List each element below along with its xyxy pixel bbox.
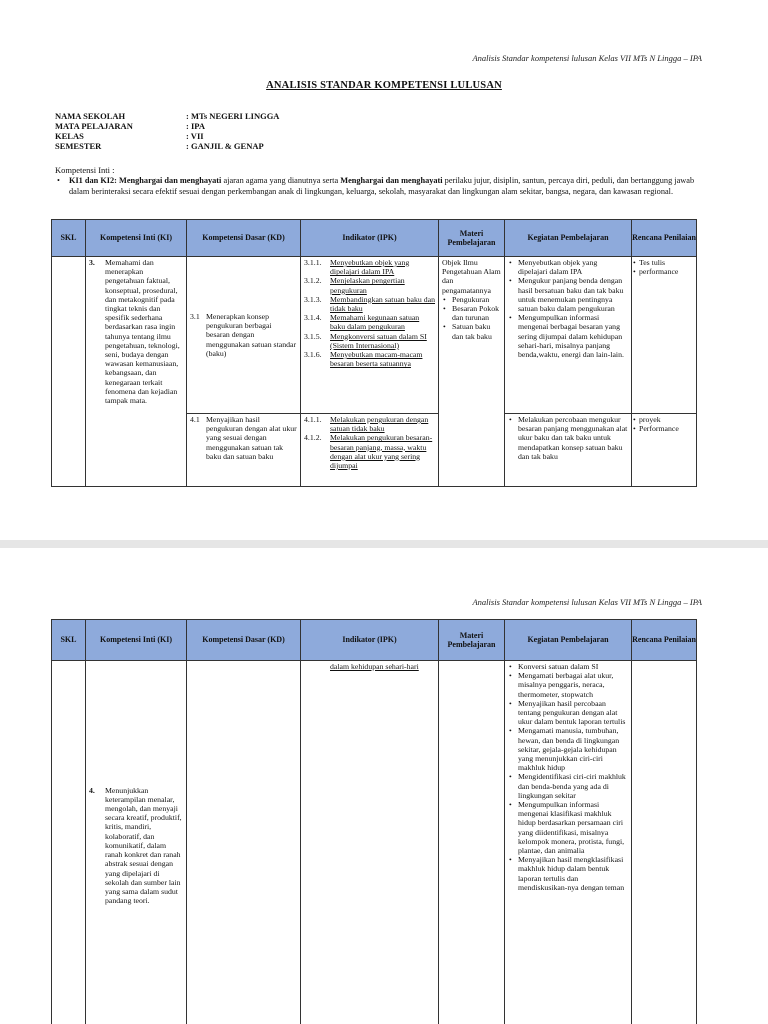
penilaian-item: • proyek	[635, 415, 693, 424]
info-key: NAMA SEKOLAH	[55, 111, 126, 121]
ki-lead: KI1 dan KI2:	[69, 176, 117, 185]
ipk-cell	[301, 661, 439, 1024]
indicator-row	[304, 313, 435, 331]
ipk-cell-2	[301, 414, 439, 487]
page-header: Analisis Standar kompetensi lulusan Kelas VII MTs N Lingga – IPA	[472, 53, 702, 63]
kd-entry	[190, 312, 297, 358]
indicator-row	[304, 276, 435, 294]
indicator-text: Membandingkan satuan baku dan tidak baku	[330, 294, 436, 314]
ki-number: 4.	[89, 785, 95, 795]
kd-number: 3.1	[190, 311, 200, 321]
info-key: KELAS	[55, 131, 84, 141]
header-ki: Kompetensi Inti (KI)	[86, 220, 187, 257]
penilaian-cell-2	[632, 414, 697, 487]
table-header-row	[52, 620, 697, 661]
kegiatan-item: • Menyajikan hasil mengklasifikasi makhluk hidup dalam bentuk laporan tertulis dan mendiskusikan-nya dengan teman	[508, 855, 628, 892]
kd-cell-1	[187, 257, 301, 414]
indicator-row	[304, 258, 435, 276]
header-skl: SKL	[52, 620, 86, 661]
kegiatan-list	[508, 415, 628, 461]
indicator-text: Menyebutkan objek yang dipelajari dalam IPA	[330, 258, 410, 277]
materi-cell	[439, 257, 505, 487]
table-row	[52, 661, 697, 1024]
kegiatan-list	[508, 662, 628, 892]
materi-item: • Besaran Pokok dan turunan	[442, 304, 501, 322]
skl-cell	[52, 661, 86, 1024]
indicator-number: 3.1.5.	[304, 331, 322, 341]
kd-cell-2	[187, 414, 301, 487]
ki-text-1: ajaran agama yang dianutnya serta	[223, 176, 339, 185]
indicator-number: 3.1.6.	[304, 350, 322, 360]
kegiatan-item: • Mengamati berbagai alat ukur, misalnya penggaris, neraca, thermometer, stopwatch	[508, 671, 628, 699]
kd-cell	[187, 661, 301, 1024]
kegiatan-item: • Menyebutkan objek yang dipelajari dalam IPA	[508, 258, 628, 276]
kegiatan-list	[508, 258, 628, 359]
materi-item: • Satuan baku dan tak baku	[442, 322, 501, 340]
table-row	[52, 257, 697, 414]
kegiatan-item: • Mengumpulkan informasi mengenai klasifikasi makhluk hidup berdasarkan persamaan ciri yang diidentifikasi, misalnya kelompok monera, protista, fungi, plantae, dan animalia	[508, 800, 628, 855]
info-value: : MTs NEGERI LINGGA	[186, 111, 280, 121]
kegiatan-cell-1	[505, 257, 632, 414]
header-materi: Materi Pembelajaran	[439, 620, 505, 661]
ki-paragraph	[55, 176, 707, 197]
materi-intro: Objek Ilmu Pengetahuan Alam dan pengamatannya	[442, 258, 501, 295]
kegiatan-item: • Melakukan percobaan mengukur besaran panjang menggunakan alat ukur baku dan tak baku untuk mendapatkan konsep satuan baku dan tak baku	[508, 415, 628, 461]
indicator-number: 3.1.4.	[304, 313, 322, 323]
ipk-continuation: dalam kehidupan sehari-hari	[330, 662, 419, 671]
indicator-number: 3.1.2.	[304, 276, 322, 286]
info-row-subject	[55, 121, 279, 131]
penilaian-list	[635, 415, 693, 433]
materi-item: • Pengukuran	[442, 295, 501, 304]
kd-entry	[190, 415, 297, 461]
header-ki: Kompetensi Inti (KI)	[86, 620, 187, 661]
ki-cell	[86, 257, 187, 487]
indicator-text: Menyebutkan macam-macam besaran beserta satuannya	[330, 350, 423, 369]
kegiatan-item: • Mengidentifikasi ciri-ciri makhluk dan benda-benda yang ada di lingkungan sekitar	[508, 772, 628, 800]
document-title: ANALISIS STANDAR KOMPETENSI LULUSAN	[266, 80, 502, 91]
indicator-number: 4.1.1.	[304, 415, 322, 424]
kegiatan-cell	[505, 661, 632, 1024]
info-row-school	[55, 111, 279, 121]
indicator-row	[304, 295, 435, 313]
indicator-row	[304, 433, 435, 470]
ki-label: Kompetensi Inti :	[55, 165, 115, 175]
table-header-row	[52, 220, 697, 257]
ki-emph-1: Menghargai dan menghayati	[119, 176, 222, 185]
indicator-text: Memahami kegunaan satuan baku dalam pengukuran	[330, 313, 420, 332]
header-ipk: Indikator (IPK)	[301, 220, 439, 257]
page-header: Analisis Standar kompetensi lulusan Kelas VII MTs N Lingga – IPA	[472, 597, 702, 607]
ki-text-2: perilaku jujur, disiplin, santun, percaya diri, peduli, dan bertanggung jawab dalam berinteraksi secara efektif sesuai dengan perkembangan anak di lingkungan, keluarga, sekolah, masyarakat dan lingkungan alam sekitar, bangsa, negara, dan kawasan regional.	[69, 176, 695, 196]
ki-text: Memahami dan menerapkan pengetahuan faktual, konseptual, prosedural, dan metakognitif pada tingkat teknis dan spesifik sederhana berdasarkan rasa ingin tahunya tentang ilmu pengetahuan, teknologi, seni, budaya dengan wawasan kemanusiaan, kebangsaan, dan kenegaraan terkait fenomena dan kejadian tampak mata.	[105, 258, 180, 406]
header-skl: SKL	[52, 220, 86, 257]
ki-number: 3.	[89, 258, 95, 267]
info-key: MATA PELAJARAN	[55, 121, 133, 131]
header-kd: Kompetensi Dasar (KD)	[187, 220, 301, 257]
kd-number: 4.1	[190, 415, 200, 424]
kegiatan-item: • Mengukur panjang benda dengan hasil bersatuan baku dan tak baku untuk menemukan pentingnya satuan baku dalam pengukuran	[508, 276, 628, 313]
info-value: : IPA	[186, 121, 205, 131]
info-value: : VII	[186, 131, 204, 141]
penilaian-item: • Tes tulis	[635, 258, 693, 267]
kegiatan-item: • Mengamati manusia, tumbuhan, hewan, dan benda di lingkungan sekitar, gejala-gejala kehidupan yang menunjukkan ciri-ciri makhluk hidup	[508, 726, 628, 772]
skl-cell	[52, 257, 86, 487]
indicator-row	[304, 332, 435, 350]
indicator-row	[304, 350, 435, 368]
school-info	[55, 111, 279, 151]
ki-cell	[86, 661, 187, 1024]
penilaian-item: • performance	[635, 267, 693, 276]
indicator-number: 3.1.3.	[304, 294, 322, 304]
ki-entry	[89, 258, 183, 405]
indicator-text: Melakukan pengukuran besaran- besaran panjang, massa, waktu dengan alat ukur yang sering dijumpai	[330, 433, 433, 471]
header-materi: Materi Pembelajaran	[439, 220, 505, 257]
penilaian-cell-1	[632, 257, 697, 414]
info-value: : GANJIL & GENAP	[186, 141, 264, 151]
page-separator	[0, 540, 768, 548]
header-kegiatan: Kegiatan Pembelajaran	[505, 620, 632, 661]
indicator-row	[304, 415, 435, 433]
indicator-text: Mengkonversi satuan dalam SI (Sistem Internasional)	[330, 331, 427, 350]
info-key: SEMESTER	[55, 141, 102, 151]
penilaian-item: • Performance	[635, 424, 693, 433]
header-kd: Kompetensi Dasar (KD)	[187, 620, 301, 661]
kegiatan-item: • Menyajikan hasil percobaan tentang pengukuran dengan alat ukur dalam bentuk laporan tertulis	[508, 699, 628, 727]
ki-emph-2: Menghargai dan menghayati	[340, 176, 443, 185]
ki-entry	[89, 786, 183, 906]
document-page-2	[0, 548, 768, 1024]
indicator-text: Menjelaskan pengertian pengukuran	[330, 276, 405, 295]
skl-table-2	[51, 619, 697, 1024]
info-row-semester	[55, 141, 279, 151]
kd-text: Menerapkan konsep pengukuran berbagai besaran dengan menggunakan satuan standar (baku)	[206, 311, 297, 358]
penilaian-list	[635, 258, 693, 276]
skl-table-1	[51, 219, 697, 487]
indicator-number: 3.1.1.	[304, 258, 322, 267]
kegiatan-item: • Mengumpulkan informasi mengenai berbagai besaran yang sering dijumpai dalam kehidupan sehari-hari, misalnya panjang benda,waktu, energi dan lain-lain.	[508, 313, 628, 359]
indicator-number: 4.1.2.	[304, 433, 322, 443]
kegiatan-cell-2	[505, 414, 632, 487]
materi-list	[442, 295, 501, 341]
materi-cell	[439, 661, 505, 1024]
bullet-icon: •	[57, 176, 60, 185]
header-penilaian: Rencana Penilaian	[632, 220, 697, 257]
header-ipk: Indikator (IPK)	[301, 620, 439, 661]
ki-text: Menunjukkan keterampilan menalar, mengolah, dan menyaji secara kreatif, produktif, kritis, mandiri, kolaboratif, dan komunikatif, dalam ranah konkret dan ranah abstrak sesuai dengan yang dipelajari di sekolah dan sumber lain yang sama dalam sudut pandang teori.	[105, 785, 182, 906]
kegiatan-item: • Konversi satuan dalam SI	[508, 662, 628, 671]
header-kegiatan: Kegiatan Pembelajaran	[505, 220, 632, 257]
indicator-text: Melakukan pengukuran dengan satuan tidak baku	[330, 415, 429, 434]
ipk-cell-1	[301, 257, 439, 414]
penilaian-cell	[632, 661, 697, 1024]
header-penilaian: Rencana Penilaian	[632, 620, 697, 661]
info-row-class	[55, 131, 279, 141]
kd-text: Menyajikan hasil pengukuran dengan alat ukur yang sesuai dengan menggunakan satuan tak baku dan satuan baku	[206, 415, 297, 461]
